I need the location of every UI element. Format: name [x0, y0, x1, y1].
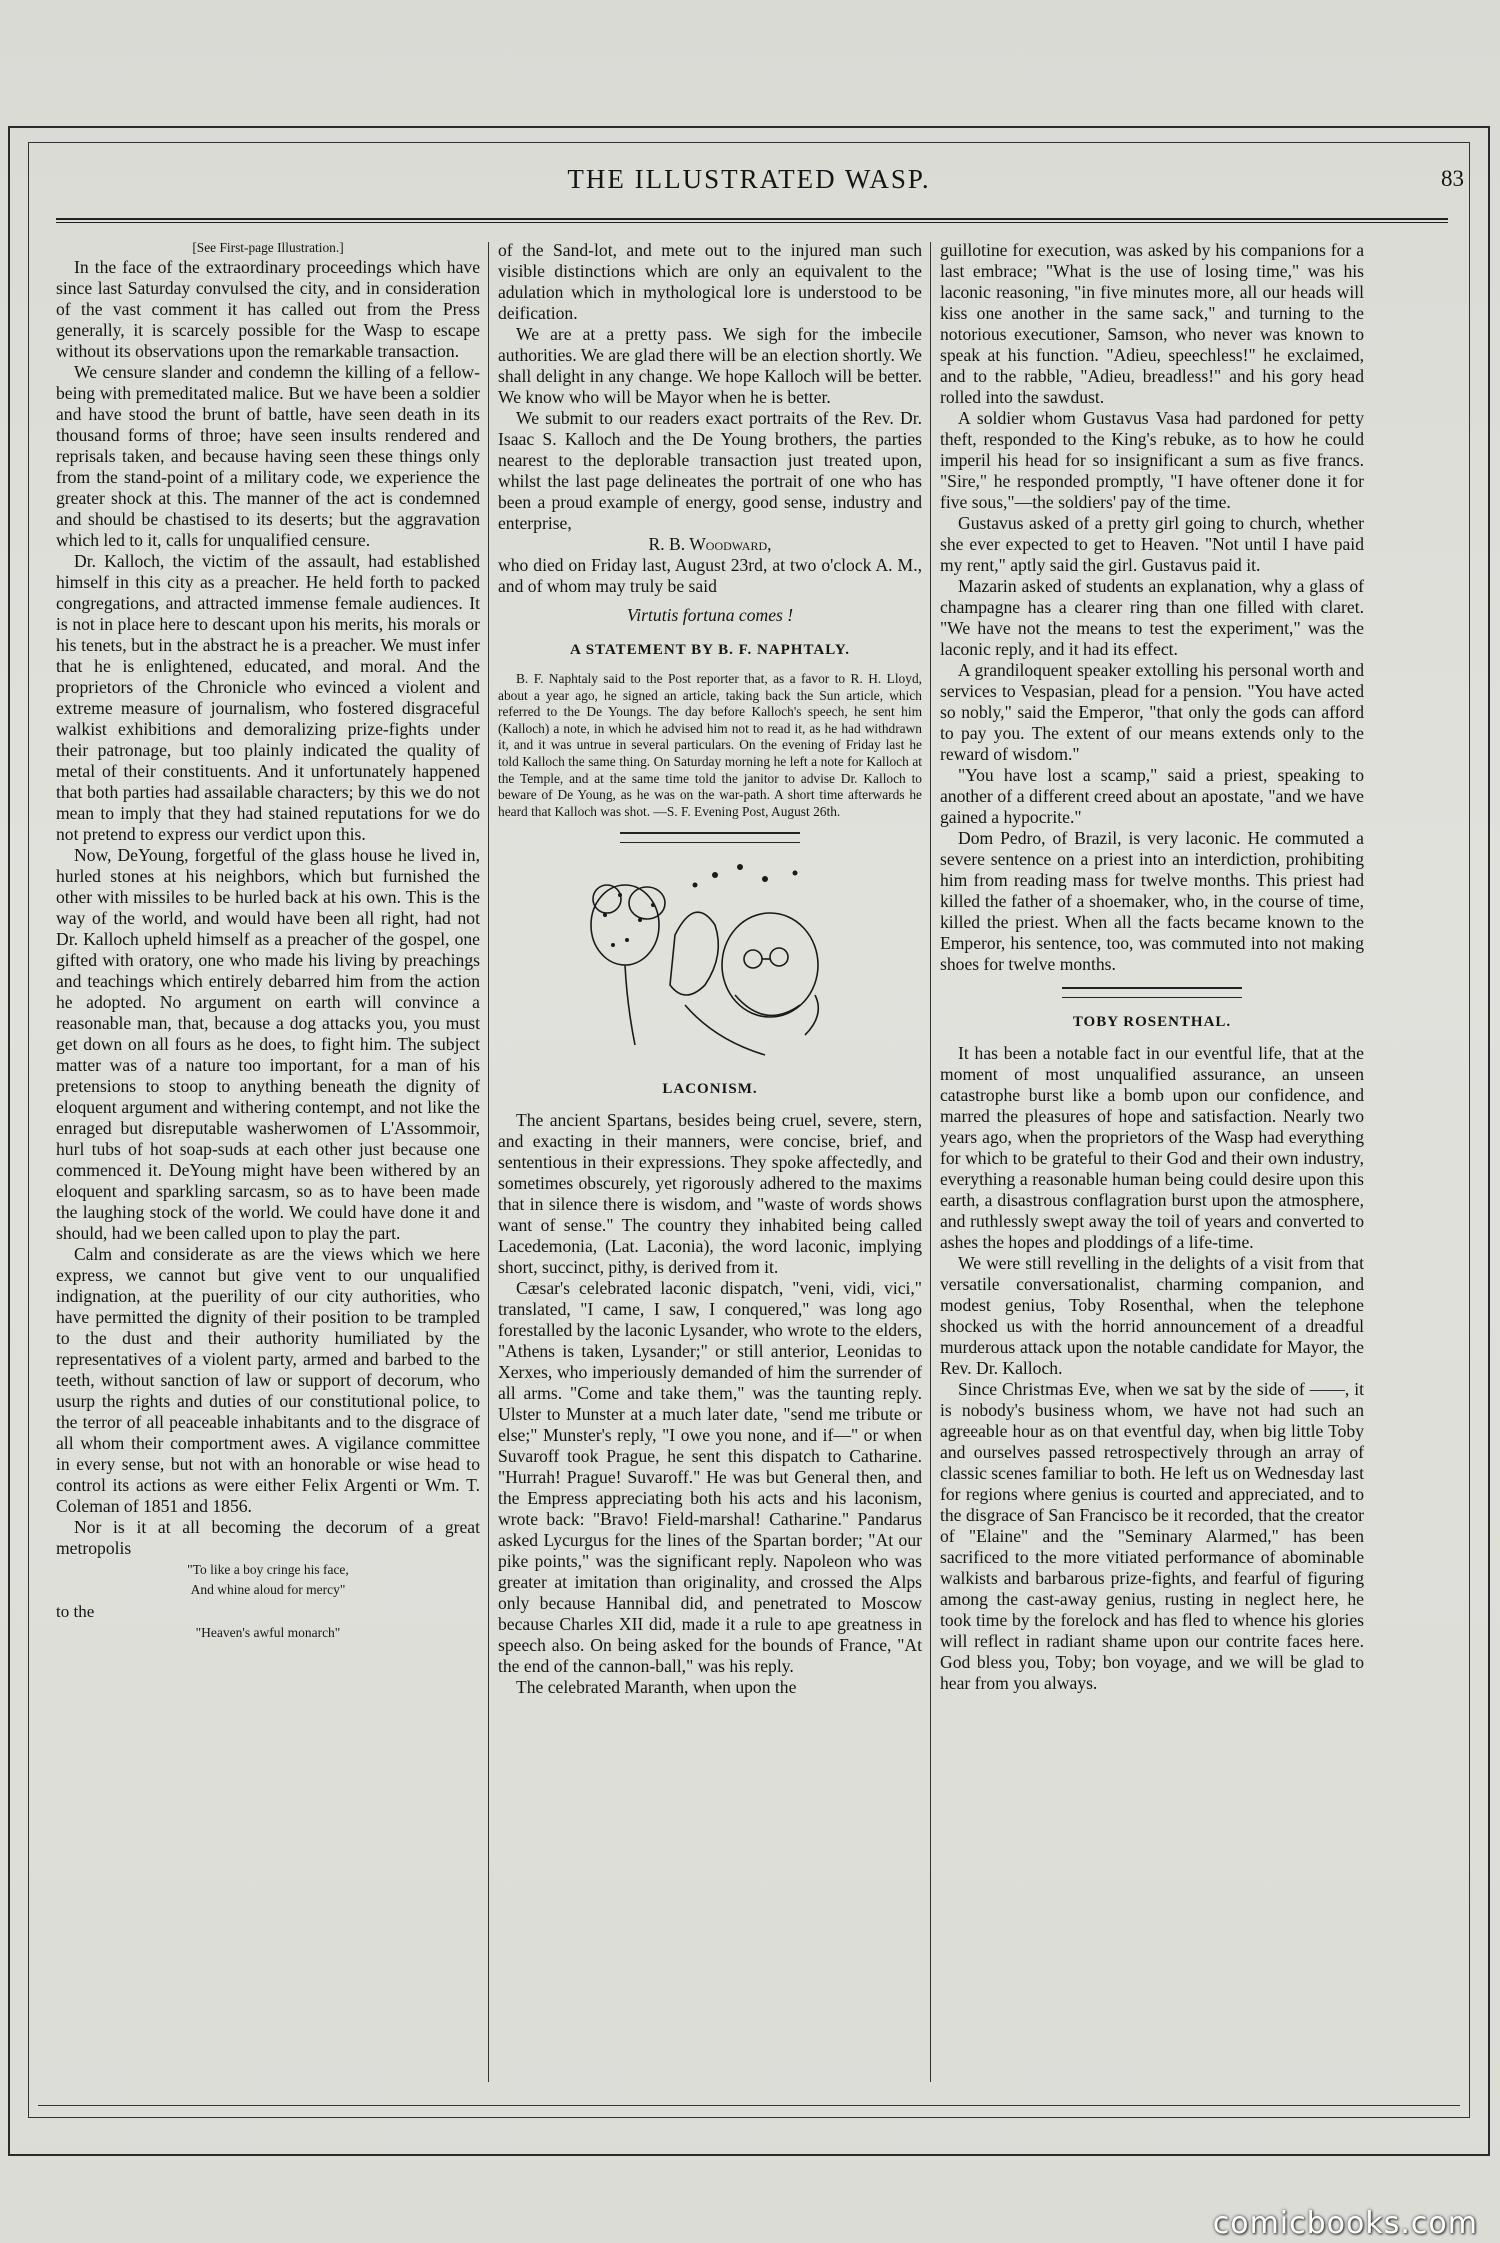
section-heading: LACONISM.	[662, 1081, 758, 1098]
quote-line: "To like a boy cringe his face,	[187, 1561, 349, 1577]
paragraph: Calm and considerate as are the views which we here express, we cannot but give vent to our unqualified indignation, at the puerility of our city authorities, who have permitted the dignity of their position to be trampled to the dust and their authority humiliated by the representatives of a violent party, armed and barbed to the teeth, without sanction of law or support of decorum, who usurp the rights and duties of our constitutional police, to the terror of all peaceable inhabitants and to the disgrace of all whom their comportment awes. A vigilance committee in every sense, but not with an honorable or wise head to control its actions as were either Felix Argenti or Wm. T. Coleman of 1851 and 1856.	[56, 1243, 480, 1516]
paragraph: We submit to our readers exact portraits of the Rev. Dr. Isaac S. Kalloch and the De Young brothers, the parties nearest to the deplorable transaction just treated upon, whilst the last page delineates the portrait of one who has been a proud example of energy, good sense, industry and enterprise,	[498, 408, 922, 533]
latin-motto: Virtutis fortuna comes !	[626, 605, 794, 625]
paragraph: A soldier whom Gustavus Vasa had pardoned for petty theft, responded to the King's rebuke, as to how he could imperil his head for so insignificant a sum as five francs. "Sire," he responded promptly, "I have oftener done it for five sous,"—the soldiers' pay of the time.	[940, 408, 1364, 512]
column-3	[940, 240, 1364, 2084]
paragraph: A grandiloquent speaker extolling his personal worth and services to Vespasian, plead for a pension. "You have acted so nobly," said the Emperor, "that only the gods can afford to pay you. The extent of our means extends only to the reward of wisdom."	[940, 660, 1364, 764]
page-number: 83	[1441, 166, 1464, 191]
paragraph: The ancient Spartans, besides being cruel, severe, stern, and exacting in their manners, were concise, brief, and sententious in their expressions. They spoke affectedly, and sometimes obscurely, yet rigorously adhered to the maxims that in silence there is wisdom, and "waste of words shows want of sense." The country they inhabited being called Lacedemonia, (Lat. Laconia), the word laconic, implying short, succinct, pithy, is derived from it.	[498, 1110, 922, 1278]
column-rule	[930, 242, 931, 2082]
paragraph: We censure slander and condemn the killing of a fellow-being with premeditated malice. But we have been a soldier and have stood the brunt of battle, have seen death in its thousand forms of throe; have seen insults rendered and reprisals taken, and because having seen these things only from the stand-point of a military code, we experience the greater shock at this. The manner of the act is condemned and should be chastised to its deserts; but the aggravation which led to it, calls for unqualified censure.	[56, 361, 480, 550]
section-heading: TOBY ROSENTHAL.	[1072, 1014, 1232, 1030]
quote-line: And whine aloud for mercy"	[190, 1581, 346, 1597]
section-heading: A STATEMENT BY B. F. NAPHTALY.	[569, 642, 851, 658]
paragraph: Cæsar's celebrated laconic dispatch, "veni, vidi, vici," translated, "I came, I saw, I conquered," was long ago forestalled by the laconic Lysander, who wrote to the elders, "Athens is taken, Lysander;" or still anterior, Leonidas to Xerxes, who imperiously demanded of him the surrender of all arms. "Come and take them," was the taunting reply. Ulster to Munster at a much later date, "send me tribute or else;" Munster's reply, "I owe you none, and if—" or when Suvaroff took Prague, he sent this dispatch to Catharine. "Hurrah! Prague! Suvaroff." He was but General then, and the Empress appreciating both his acts and his laconism, wrote back: "Bravo! Field-marshal! Catharine." Pandarus asked Lycurgus for the lines of the Spartan border; "At our pike points," was the significant reply. Napoleon who was greater at imitation than originality, and crossed the Alps only because Hannibal did, and penetrated to Moscow because Charles XII did, made it a rule to ape greatness in speech also. On being asked for the bounds of France, "At the end of the cannon-ball," was his reply.	[498, 1278, 922, 1677]
text-fragment: to the	[56, 1601, 95, 1621]
paragraph: "You have lost a scamp," said a priest, speaking to another of a different creed about an apostate, "and we have gained a hypocrite."	[940, 765, 1364, 827]
paragraph: Now, DeYoung, forgetful of the glass house he lived in, hurled stones at his neighbors, which but furnished the other with missiles to be hurled back at his own. This is the way of the world, and would have been all right, had not Dr. Kalloch upheld himself as a preacher of the gospel, one gifted with oratory, one who made his living by preachings and teachings which entirely debarred him from the action he adopted. No argument on earth will convince a reasonable man, that, because a dog attacks you, you must get down on all fours as he does, to fight him. The subject matter was of a nature too important, for a man of his pretensions to stoop to anything beneath the dignity of eloquent argument and withering contempt, and not like the enraged but disreputable washerwomen of L'Assommoir, hurl tubs of hot soap-suds at each other just because one commenced it. DeYoung might have been withered by an eloquent and sparkling sarcasm, so as to have been made the laughing stock of the world. We could have done it and should, had we been called upon to play the part.	[56, 844, 480, 1243]
paragraph: We were still revelling in the delights of a visit from that versatile conversationalist, charming companion, and modest genius, Toby Rosenthal, when the telephone shocked us with the horrid announcement of a dreadful murderous attack upon the notable candidate for Mayor, the Rev. Dr. Kalloch.	[940, 1253, 1364, 1378]
paragraph: guillotine for execution, was asked by his companions for a last embrace; "What is the use of losing time," was his laconic reasoning, "in five minutes more, all our heads will kiss one another in the same sack," and turning to the notorious executioner, Samson, who never was known to speak at his function. "Adieu, speechless!" he exclaimed, and to the rabble, "Adieu, breadless!" and his gory head rolled into the sawdust.	[940, 240, 1364, 407]
column-rule	[488, 242, 489, 2082]
illustration-note: [See First-page Illustration.]	[192, 240, 344, 255]
paragraph: In the face of the extraordinary proceedings which have since last Saturday convulsed the city, and in consideration of the vast comment it has called out from the Press generally, it is scarcely possible for the Wasp to escape without its observations upon the remarkable transaction.	[56, 256, 480, 361]
person-name: R. B. Woodward,	[648, 534, 772, 554]
ornamental-rule	[620, 832, 800, 843]
paragraph: Dr. Kalloch, the victim of the assault, had established himself in this city as a preacher. He held forth to packed congregations, and attracted immense female audiences. It is not in place here to descant upon his merits, his morals or his tenets, but in the abstract he is a preacher. We must infer that he is enlightened, educated, and moral. And the proprietors of the Chronicle who evinced a violent and extreme measure of journalism, who fostered disgraceful walkist exhibitions and demoralizing prize-fights under their patronage, but too plainly indicated the quality of metal of their constituents. And it unfortunately happened that both parties had assailable characters; by this we do not mean to imply that they had stained reputations for we do not pretend to express our verdict upon this.	[56, 550, 480, 844]
paragraph: of the Sand-lot, and mete out to the injured man such visible distinctions which are only an equivalent to the adulation which in mythological lore is understood to be deification.	[498, 240, 922, 323]
page-frame	[8, 126, 1490, 2156]
paragraph: It has been a notable fact in our eventful life, that at the moment of most unqualified assurance, an unseen catastrophe burst like a bomb upon our confidence, and marred the pleasures of hope and satisfaction. Nearly two years ago, when the proprietors of the Wasp had everything for which to be grateful to their God and their own industry, everything a reasonable human being could desire upon this earth, a disastrous conflagration burst upon the atmosphere, and ruthlessly swept away the toil of years and converted to ashes the hopes and ploddings of a life-time.	[940, 1043, 1364, 1252]
paragraph: who died on Friday last, August 23rd, at two o'clock A. M., and of whom may truly be said	[498, 555, 922, 596]
column-2	[498, 240, 922, 2084]
ornamental-rule	[1062, 987, 1242, 998]
paragraph: Mazarin asked of students an explanation, why a glass of champagne has a clearer ring than one filled with claret. "We have not the means to test the experiment," was the laconic reply, and it had its effect.	[940, 576, 1364, 659]
header-rule	[56, 218, 1448, 223]
paragraph: Since Christmas Eve, when we sat by the side of ——, it is nobody's business whom, we have not had such an agreeable hour as on that eventful day, when big little Toby and ourselves passed retrospectively through an array of classic scenes familiar to both. He left us on Wednesday last for regions where genius is courted and appreciated, and to the disgrace of San Francisco be it recorded, that the creator of "Elaine" and the "Seminary Alarmed," has been sacrificed to the more vitiated performance of abominable walkists and barbarous prize-fights, and fearful of figuring among the cast-away genius, rusting in neglect here, he took time by the forelock and has fled to whence his glories will reflect in radiant shame upon our contrite faces here. God bless you, Toby; bon voyage, and we will be glad to hear from you always.	[940, 1379, 1364, 1693]
paragraph: Gustavus asked of a pretty girl going to church, whether she ever expected to get to Heaven. "Not until I have paid my rent," aptly said the girl. Gustavus paid it.	[940, 513, 1364, 575]
paragraph: Nor is it at all becoming the decorum of a great metropolis	[56, 1516, 480, 1558]
paragraph: Dom Pedro, of Brazil, is very laconic. He commuted a severe sentence on a priest into an interdiction, prohibiting him from reading mass for twelve months. This priest had killed the father of a shoemaker, who, in the course of time, killed the priest. When all the facts became known to the Emperor, his sentence, too, was commuted into not making shoes for twelve months.	[940, 828, 1364, 974]
running-header	[10, 164, 1488, 208]
paragraph: The celebrated Maranth, when upon the	[516, 1677, 797, 1698]
quote-line: "Heaven's awful monarch"	[195, 1624, 341, 1640]
watermark-logo: comicbooks.com	[1212, 2206, 1478, 2241]
column-1	[56, 240, 480, 2084]
caricature-illustration	[565, 855, 855, 1065]
statement-text: B. F. Naphtaly said to the Post reporter that, as a favor to R. H. Lloyd, about a year ago, he signed an article, taking back the Sun article, which referred to the De Youngs. The day before Kalloch's speech, he sent him (Kalloch) a note, in which he advised him not to read it, as he had withdrawn it, and it was untrue in several particulars. On the evening of Friday last he told Kalloch the same thing. On Saturday morning he left a note for Kalloch at the Temple, and at the same time told the janitor to advise Dr. Kalloch to beware of De Young, as he was on the war-path. A short time afterwards he heard that Kalloch was shot. —S. F. Evening Post, August 26th.	[498, 671, 922, 819]
newspaper-title: THE ILLUSTRATED WASP.	[567, 164, 931, 194]
footer-rule	[38, 2105, 1460, 2106]
paragraph: We are at a pretty pass. We sigh for the imbecile authorities. We are glad there will be an election shortly. We shall delight in any change. We hope Kalloch will be better. We know who will be Mayor when he is better.	[498, 324, 922, 407]
